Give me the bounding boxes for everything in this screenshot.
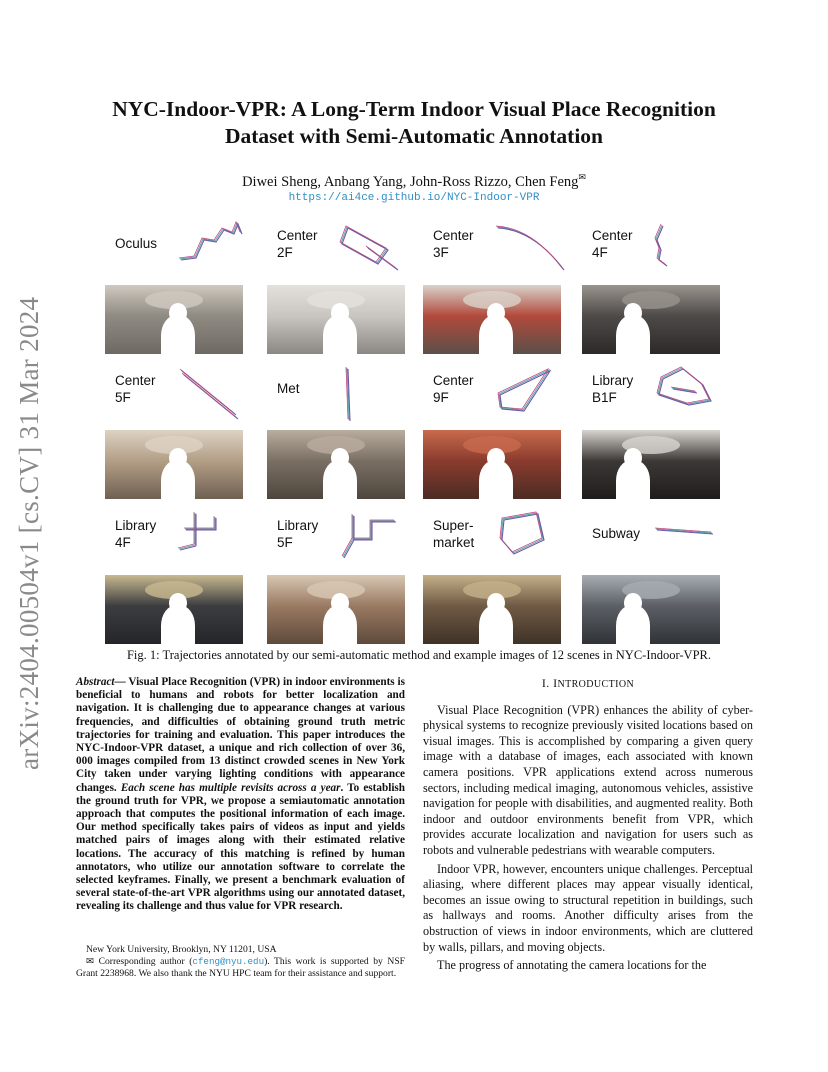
authors-text: Diwei Sheng, Anbang Yang, John-Ross Rizzo, Chen Feng	[242, 173, 579, 190]
trajectory-plot	[175, 509, 247, 569]
paper-title	[80, 96, 748, 150]
panorama-image	[267, 285, 405, 354]
corresponding-mark: ✉	[578, 172, 586, 182]
scene-label-library4f	[115, 517, 156, 551]
section-heading	[423, 676, 753, 693]
scene-label-center3f	[433, 227, 474, 261]
person-mask-head	[487, 448, 505, 468]
scene-label-line-1: Subway	[592, 526, 641, 541]
person-mask-head	[169, 303, 187, 323]
trajectory-line	[180, 514, 216, 550]
abstract-block	[76, 676, 405, 914]
panorama-image	[423, 430, 561, 499]
panorama-image	[582, 285, 720, 354]
abstract-label: Abstract	[76, 676, 115, 688]
trajectory-plot	[652, 509, 724, 569]
person-mask-head	[624, 593, 642, 613]
project-url-link[interactable]: https://ai4ce.github.io/NYC-Indoor-VPR	[288, 192, 540, 204]
scene-label-line-1: Center	[277, 228, 318, 243]
abstract-text	[76, 676, 405, 914]
scene-label-met	[277, 380, 300, 397]
scene-label-line-1: Super-	[433, 518, 474, 533]
section-number: I.	[541, 676, 550, 690]
person-mask-head	[169, 448, 187, 468]
trajectory-plot	[175, 219, 247, 279]
trajectory-plot	[337, 364, 409, 424]
footnote-corr-prefix: ✉ Corresponding author (	[86, 955, 193, 967]
trajectory-line	[340, 226, 396, 268]
figure-caption: Fig. 1: Trajectories annotated by our semi-automatic method and example images of 12 scenes in NYC-Indoor-VPR.	[126, 648, 711, 662]
abstract-part-1: — Visual Place Recognition (VPR) in indoor environments is beneficial to humans and robots for better localization and navigation. It is challenging due to appearance changes at various frequencies, and difficulties of obtaining ground truth metric trajectories for training and evaluation. This paper introduces the NYC-Indoor-VPR dataset, a unique and rich collection of over 36, 000 images compiled from 13 distinct crowded scenes in New York City taken under varying lighting conditions with appearance changes.	[76, 676, 405, 794]
scene-label-center4f	[592, 227, 633, 261]
trajectory-line	[180, 369, 236, 417]
scene-label-line-2: 2F	[277, 245, 293, 260]
scene-label-library5f	[277, 517, 318, 551]
footnote-correspondence	[76, 956, 405, 980]
scene-label-line-1: Library	[592, 373, 634, 388]
panorama-image	[105, 285, 243, 354]
scene-label-line-1: Center	[115, 373, 156, 388]
scene-label-line-1: Library	[277, 518, 319, 533]
trajectory-line	[343, 515, 395, 557]
person-mask-head	[331, 448, 349, 468]
panorama-image	[423, 285, 561, 354]
panorama-image	[423, 575, 561, 644]
trajectory-line	[497, 227, 563, 269]
scene-label-line-1: Library	[115, 518, 157, 533]
scene-label-supermarket	[433, 517, 474, 551]
trajectory-line	[498, 228, 564, 270]
intro-paragraph-2: Indoor VPR, however, encounters unique challenges. Perceptual aliasing, where different places may appear visually identical, becomes an issue owing to structural repetition in buildings, such as hallways and rooms. Another difficulty arises from the obstruction of views in indoor environments, which are cluttered by walls, pillars, and moving objects.	[423, 861, 753, 954]
person-mask-head	[487, 593, 505, 613]
footnote-corr-suffix: ). This work is supported by NSF Grant 2238968. We also thank the NYU HPC team for their assistance and support.	[76, 955, 405, 979]
scene-label-subway	[592, 525, 640, 542]
scene-label-line-1: Center	[433, 373, 474, 388]
footnote-affiliation: New York University, Brooklyn, NY 11201, USA	[86, 944, 277, 955]
scene-label-line-2: 5F	[277, 535, 293, 550]
trajectory-plot	[337, 219, 409, 279]
footnote	[76, 944, 405, 979]
title-line-1: NYC-Indoor-VPR: A Long-Term Indoor Visual Place Recognition	[112, 97, 716, 121]
panorama-image	[105, 430, 243, 499]
person-mask-head	[487, 303, 505, 323]
figure-1	[105, 215, 730, 640]
scene-label-line-2: 4F	[592, 245, 608, 260]
scene-label-line-1: Center	[433, 228, 474, 243]
scene-label-line-2: 4F	[115, 535, 131, 550]
section-title-first: I	[553, 676, 558, 690]
person-mask-head	[624, 303, 642, 323]
person-mask-head	[169, 593, 187, 613]
abstract-part-2: . To establish the ground truth for VPR, we propose a semiautomatic annotation approach that computes the positional information of each image. Our method specifically takes pairs of videos as input and yields matched pairs of images along with their estimated relative locations. The accuracy of this matching is refined by human annotators, who utilize our annotation software to correlate the selected keyframes. Finally, we present a benchmark evaluation of several state-of-the-art VPR algorithms using our annotated dataset, revealing its challenge and thus value for VPR research.	[76, 781, 405, 913]
intro-paragraph-1: Visual Place Recognition (VPR) enhances the ability of cyber-physical systems to recognize previously visited locations based on visual images. This is accomplished by comparing a given query image with a database of images, each associated with known camera positions. VPR applications extend across numerous sectors, including medical imaging, autonomous vehicles, assistive navigation for people with disabilities, and augmented reality. Both indoor and outdoor environments benefit from VPR, which provides accurate localization and navigation for users such as robots and vulnerable pedestrians with wearable computers.	[423, 702, 753, 857]
introduction-column	[423, 676, 753, 977]
scene-label-line-1: Oculus	[115, 236, 158, 251]
person-mask-head	[331, 303, 349, 323]
trajectory-plot	[493, 509, 565, 569]
trajectory-line	[657, 367, 709, 403]
title-line-2: Dataset with Semi-Automatic Annotation	[224, 124, 604, 148]
footnote-email[interactable]: cfeng@nyu.edu	[192, 955, 265, 967]
trajectory-line	[499, 370, 549, 410]
scene-label-center5f	[115, 372, 156, 406]
trajectory-plot	[652, 219, 724, 279]
intro-paragraph-3: The progress of annotating the camera locations for the	[437, 958, 707, 973]
trajectory-plot	[493, 219, 565, 279]
scene-label-libraryb1f	[592, 372, 633, 406]
panorama-image	[105, 575, 243, 644]
scene-label-center2f	[277, 227, 318, 261]
scene-label-line-2: 3F	[433, 245, 449, 260]
scene-label-line-1: Met	[277, 381, 300, 396]
person-mask-head	[624, 448, 642, 468]
panorama-image	[267, 430, 405, 499]
trajectory-plot	[652, 364, 724, 424]
abstract-emphasis: Each scene has multiple revisits across a year	[120, 781, 341, 794]
trajectory-plot	[493, 364, 565, 424]
person-mask-head	[331, 593, 349, 613]
arxiv-side-identifier: arXiv:2404.00504v1 [cs.CV] 31 Mar 2024	[14, 296, 44, 770]
trajectory-line	[342, 514, 394, 556]
section-title-rest: NTRODUCTION	[557, 679, 635, 690]
trajectory-plot	[337, 509, 409, 569]
scene-label-line-2: 5F	[115, 390, 131, 405]
author-list	[80, 172, 748, 191]
scene-label-line-2: B1F	[592, 390, 617, 405]
trajectory-line	[657, 530, 713, 534]
scene-label-center9f	[433, 372, 474, 406]
scene-label-line-2: market	[433, 535, 475, 550]
trajectory-line	[179, 513, 215, 549]
scene-label-line-1: Center	[592, 228, 633, 243]
scene-label-oculus	[115, 235, 157, 252]
trajectory-line	[496, 226, 562, 268]
panorama-image	[582, 575, 720, 644]
trajectory-plot	[175, 364, 247, 424]
scene-label-line-2: 9F	[433, 390, 449, 405]
panorama-image	[582, 430, 720, 499]
panorama-image	[267, 575, 405, 644]
